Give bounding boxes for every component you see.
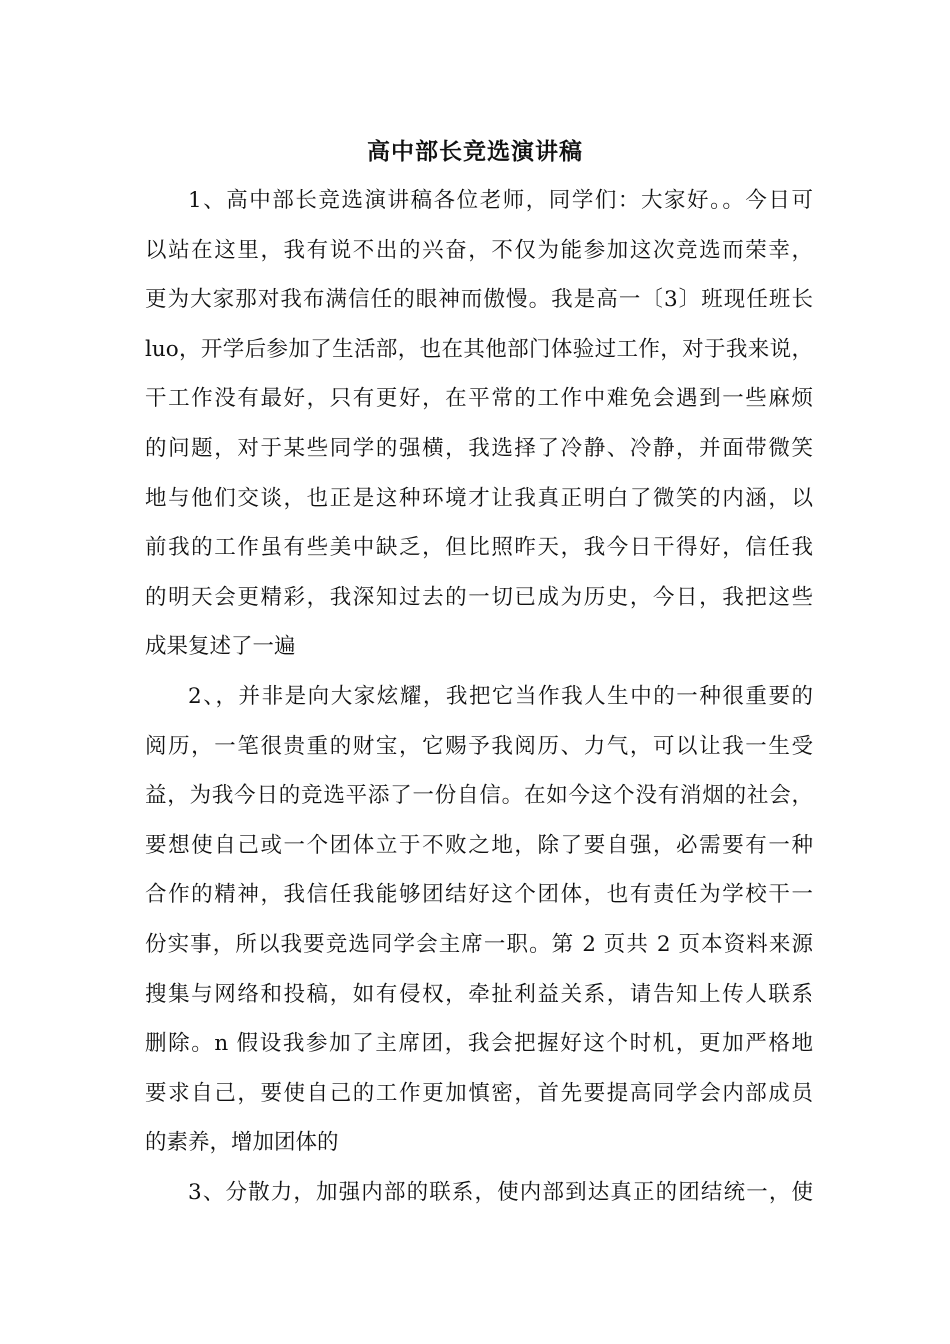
paragraph-2-line-7: 搜集与网络和投稿，如有侵权，牵扯利益关系，请告知上传人联系 [145, 981, 813, 1007]
paragraph-1-line-7: 地与他们交谈，也正是这种环境才让我真正明白了微笑的内涵，以 [145, 485, 813, 511]
paragraph-1-line-10: 成果复述了一遍 [145, 634, 296, 660]
paragraph-3-line-1: 3、分散力，加强内部的联系，使内部到达真正的团结统一，使 [188, 1179, 813, 1205]
paragraph-2-line-1: 2、，并非是向大家炫耀，我把它当作我人生中的一种很重要的 [188, 683, 813, 709]
paragraph-1-line-2: 以站在这里，我有说不出的兴奋，不仅为能参加这次竞选而荣幸， [145, 237, 813, 263]
paragraph-1-line-9: 的明天会更精彩，我深知过去的一切已成为历史，今日，我把这些 [145, 584, 813, 610]
paragraph-1-line-6: 的问题，对于某些同学的强横，我选择了冷静、冷静，并面带微笑 [145, 435, 813, 461]
document-title: 高中部长竞选演讲稿 [367, 138, 583, 165]
paragraph-2-line-8: 删除。n 假设我参加了主席团，我会把握好这个时机，更加严格地 [145, 1031, 813, 1057]
paragraph-1-line-4: luo，开学后参加了生活部，也在其他部门体验过工作，对于我来说， [145, 336, 813, 362]
paragraph-2-line-2: 阅历，一笔很贵重的财宝，它赐予我阅历、力气，可以让我一生受 [145, 733, 813, 759]
paragraph-2-line-5: 合作的精神，我信任我能够团结好这个团体，也有责任为学校干一 [145, 882, 813, 908]
paragraph-1-line-8: 前我的工作虽有些美中缺乏，但比照昨天，我今日干得好，信任我 [145, 535, 813, 561]
paragraph-2-line-4: 要想使自己或一个团体立于不败之地，除了要自强，必需要有一种 [145, 832, 813, 858]
paragraph-2-line-6: 份实事，所以我要竞选同学会主席一职。第 2 页共 2 页本资料来源 [145, 931, 813, 957]
paragraph-1-line-5: 干工作没有最好，只有更好，在平常的工作中难免会遇到一些麻烦 [145, 386, 813, 412]
paragraph-1-line-1: 1、高中部长竞选演讲稿各位老师，同学们：大家好。。今日可 [188, 188, 813, 213]
document-body [145, 183, 813, 1224]
paragraph-2-line-10: 的素养，增加团体的 [145, 1130, 339, 1156]
paragraph-1-line-3: 更为大家那对我布满信任的眼神而傲慢。我是高一〔3〕班现任班长 [145, 287, 813, 313]
paragraph-2-line-9: 要求自己，要使自己的工作更加慎密，首先要提高同学会内部成员 [145, 1080, 813, 1106]
paragraph-2-line-3: 益，为我今日的竞选平添了一份自信。在如今这个没有消烟的社会， [145, 783, 813, 809]
